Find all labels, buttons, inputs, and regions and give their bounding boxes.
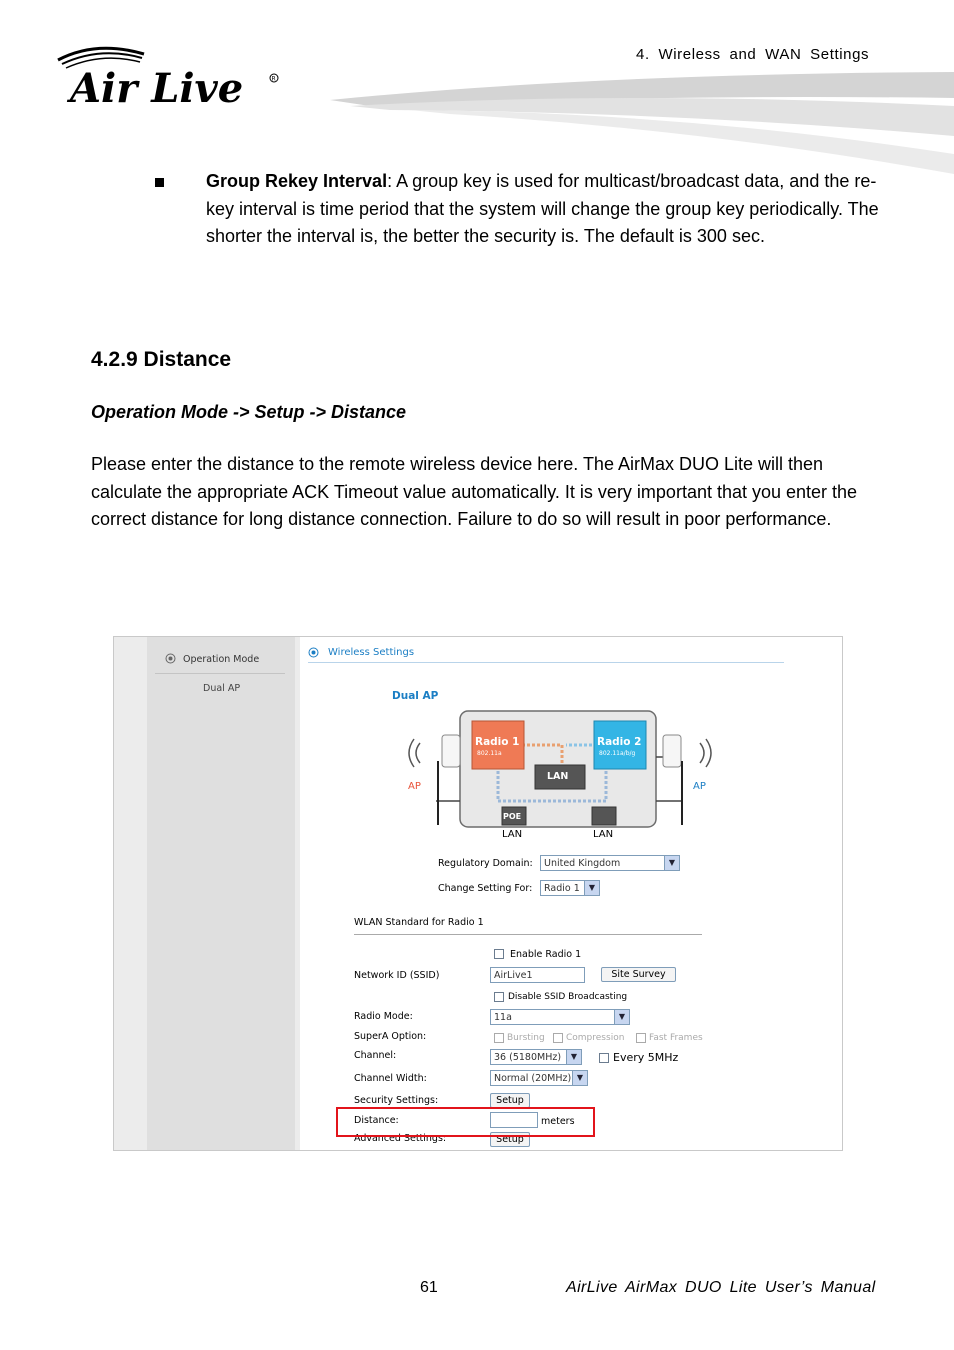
radio2-sub: 802.11a/b/g <box>599 750 636 757</box>
ap-right-label: AP <box>693 781 706 792</box>
chevron-down-icon: ▼ <box>566 1050 581 1064</box>
bullet-paragraph <box>206 168 886 251</box>
main-panel <box>300 637 842 1150</box>
bullet-marker <box>155 178 164 187</box>
disable-ssid-checkbox[interactable] <box>494 992 504 1002</box>
page-number: 61 <box>420 1279 438 1296</box>
ssid-label: Network ID (SSID) <box>354 970 440 981</box>
sidebar-radio-icon <box>165 653 176 667</box>
manual-title: AirLive AirMax DUO Lite User’s Manual <box>566 1279 876 1296</box>
panel-title: Wireless Settings <box>328 647 415 658</box>
bullet-text: : A group key is used for multicast/broadcast data, and the re-key interval is time period that the system will change the group key periodically. The shorter the interval is, the better the security is. The default is 300 sec. <box>206 171 879 247</box>
ap-left-label: AP <box>408 781 421 792</box>
header-section-title: 4. Wireless and WAN Settings <box>636 46 870 63</box>
chevron-down-icon: ▼ <box>572 1071 587 1085</box>
compression-checkbox[interactable] <box>553 1033 563 1043</box>
site-survey-button[interactable]: Site Survey <box>601 967 676 982</box>
panel-title-underline <box>308 662 784 663</box>
channel-select[interactable]: 36 (5180MHz) ▼ <box>490 1049 582 1065</box>
panel-radio-icon <box>308 647 319 661</box>
chevron-down-icon: ▼ <box>614 1010 629 1024</box>
fast-frames-checkbox[interactable] <box>636 1033 646 1043</box>
sidebar-item-dual-ap[interactable]: Dual AP <box>203 683 241 694</box>
bursting-checkbox[interactable] <box>494 1033 504 1043</box>
radio1-label: Radio 1 <box>475 736 520 748</box>
radio1-sub: 802.11a <box>477 750 502 757</box>
change-setting-select[interactable]: Radio 1 ▼ <box>540 880 600 896</box>
regulatory-label: Regulatory Domain: <box>438 858 533 869</box>
regulatory-select[interactable]: United Kingdom ▼ <box>540 855 680 871</box>
enable-radio-label: Enable Radio 1 <box>510 949 582 960</box>
section-heading: 4.2.9 Distance <box>91 348 232 371</box>
svg-text:Air Live: Air Live <box>70 65 244 112</box>
enable-radio-checkbox[interactable] <box>494 949 504 959</box>
fast-frames-label: Fast Frames <box>649 1033 703 1043</box>
svg-text:R: R <box>271 75 276 83</box>
bullet-term: Group Rekey Interval <box>206 171 388 191</box>
radio-mode-label: Radio Mode: <box>354 1011 413 1022</box>
change-setting-label: Change Setting For: <box>438 883 533 894</box>
mode-title: Dual AP <box>392 690 439 702</box>
bursting-label: Bursting <box>507 1033 545 1043</box>
channel-label: Channel: <box>354 1050 397 1061</box>
lan-box-label: LAN <box>547 771 569 782</box>
body-paragraph: Please enter the distance to the remote wireless device here. The AirMax DUO Lite will then calculate the appropriate ACK Timeout value automatically. It is very important that you enter the correct distance for long distance connection. Failure to do so will result in poor performance. <box>91 454 858 530</box>
every5-checkbox[interactable] <box>599 1053 609 1063</box>
sidebar-divider <box>155 673 285 674</box>
sidebar <box>147 637 295 1150</box>
lan-right-label: LAN <box>593 829 614 840</box>
wlan-divider <box>354 934 702 935</box>
radio-mode-select[interactable]: 11a ▼ <box>490 1009 630 1025</box>
wlan-heading: WLAN Standard for Radio 1 <box>354 917 484 928</box>
radio2-label: Radio 2 <box>597 736 642 748</box>
supera-label: SuperA Option: <box>354 1031 427 1042</box>
menu-path: Operation Mode -> Setup -> Distance <box>91 402 407 422</box>
lan-left-label: LAN <box>502 829 523 840</box>
compression-label: Compression <box>566 1033 625 1043</box>
poe-box-label: POE <box>503 812 522 821</box>
every5-label: Every 5MHz <box>613 1051 679 1064</box>
meters-label: meters <box>541 1116 575 1127</box>
chevron-down-icon: ▼ <box>584 881 599 895</box>
channel-width-label: Channel Width: <box>354 1073 427 1084</box>
airlive-logo <box>56 42 286 112</box>
security-label: Security Settings: <box>354 1095 439 1106</box>
advanced-label: Advanced Settings: <box>354 1133 447 1144</box>
sidebar-title[interactable]: Operation Mode <box>183 654 260 665</box>
ssid-input[interactable]: AirLive1 <box>490 967 585 983</box>
distance-label: Distance: <box>354 1115 399 1126</box>
chevron-down-icon: ▼ <box>664 856 679 870</box>
distance-highlight-box <box>336 1107 595 1137</box>
advanced-setup-button[interactable]: Setup <box>490 1132 530 1147</box>
channel-width-select[interactable]: Normal (20MHz) ▼ <box>490 1070 588 1086</box>
security-setup-button[interactable]: Setup <box>490 1093 530 1108</box>
embedded-screenshot <box>113 636 843 1151</box>
disable-ssid-label: Disable SSID Broadcasting <box>508 992 628 1002</box>
